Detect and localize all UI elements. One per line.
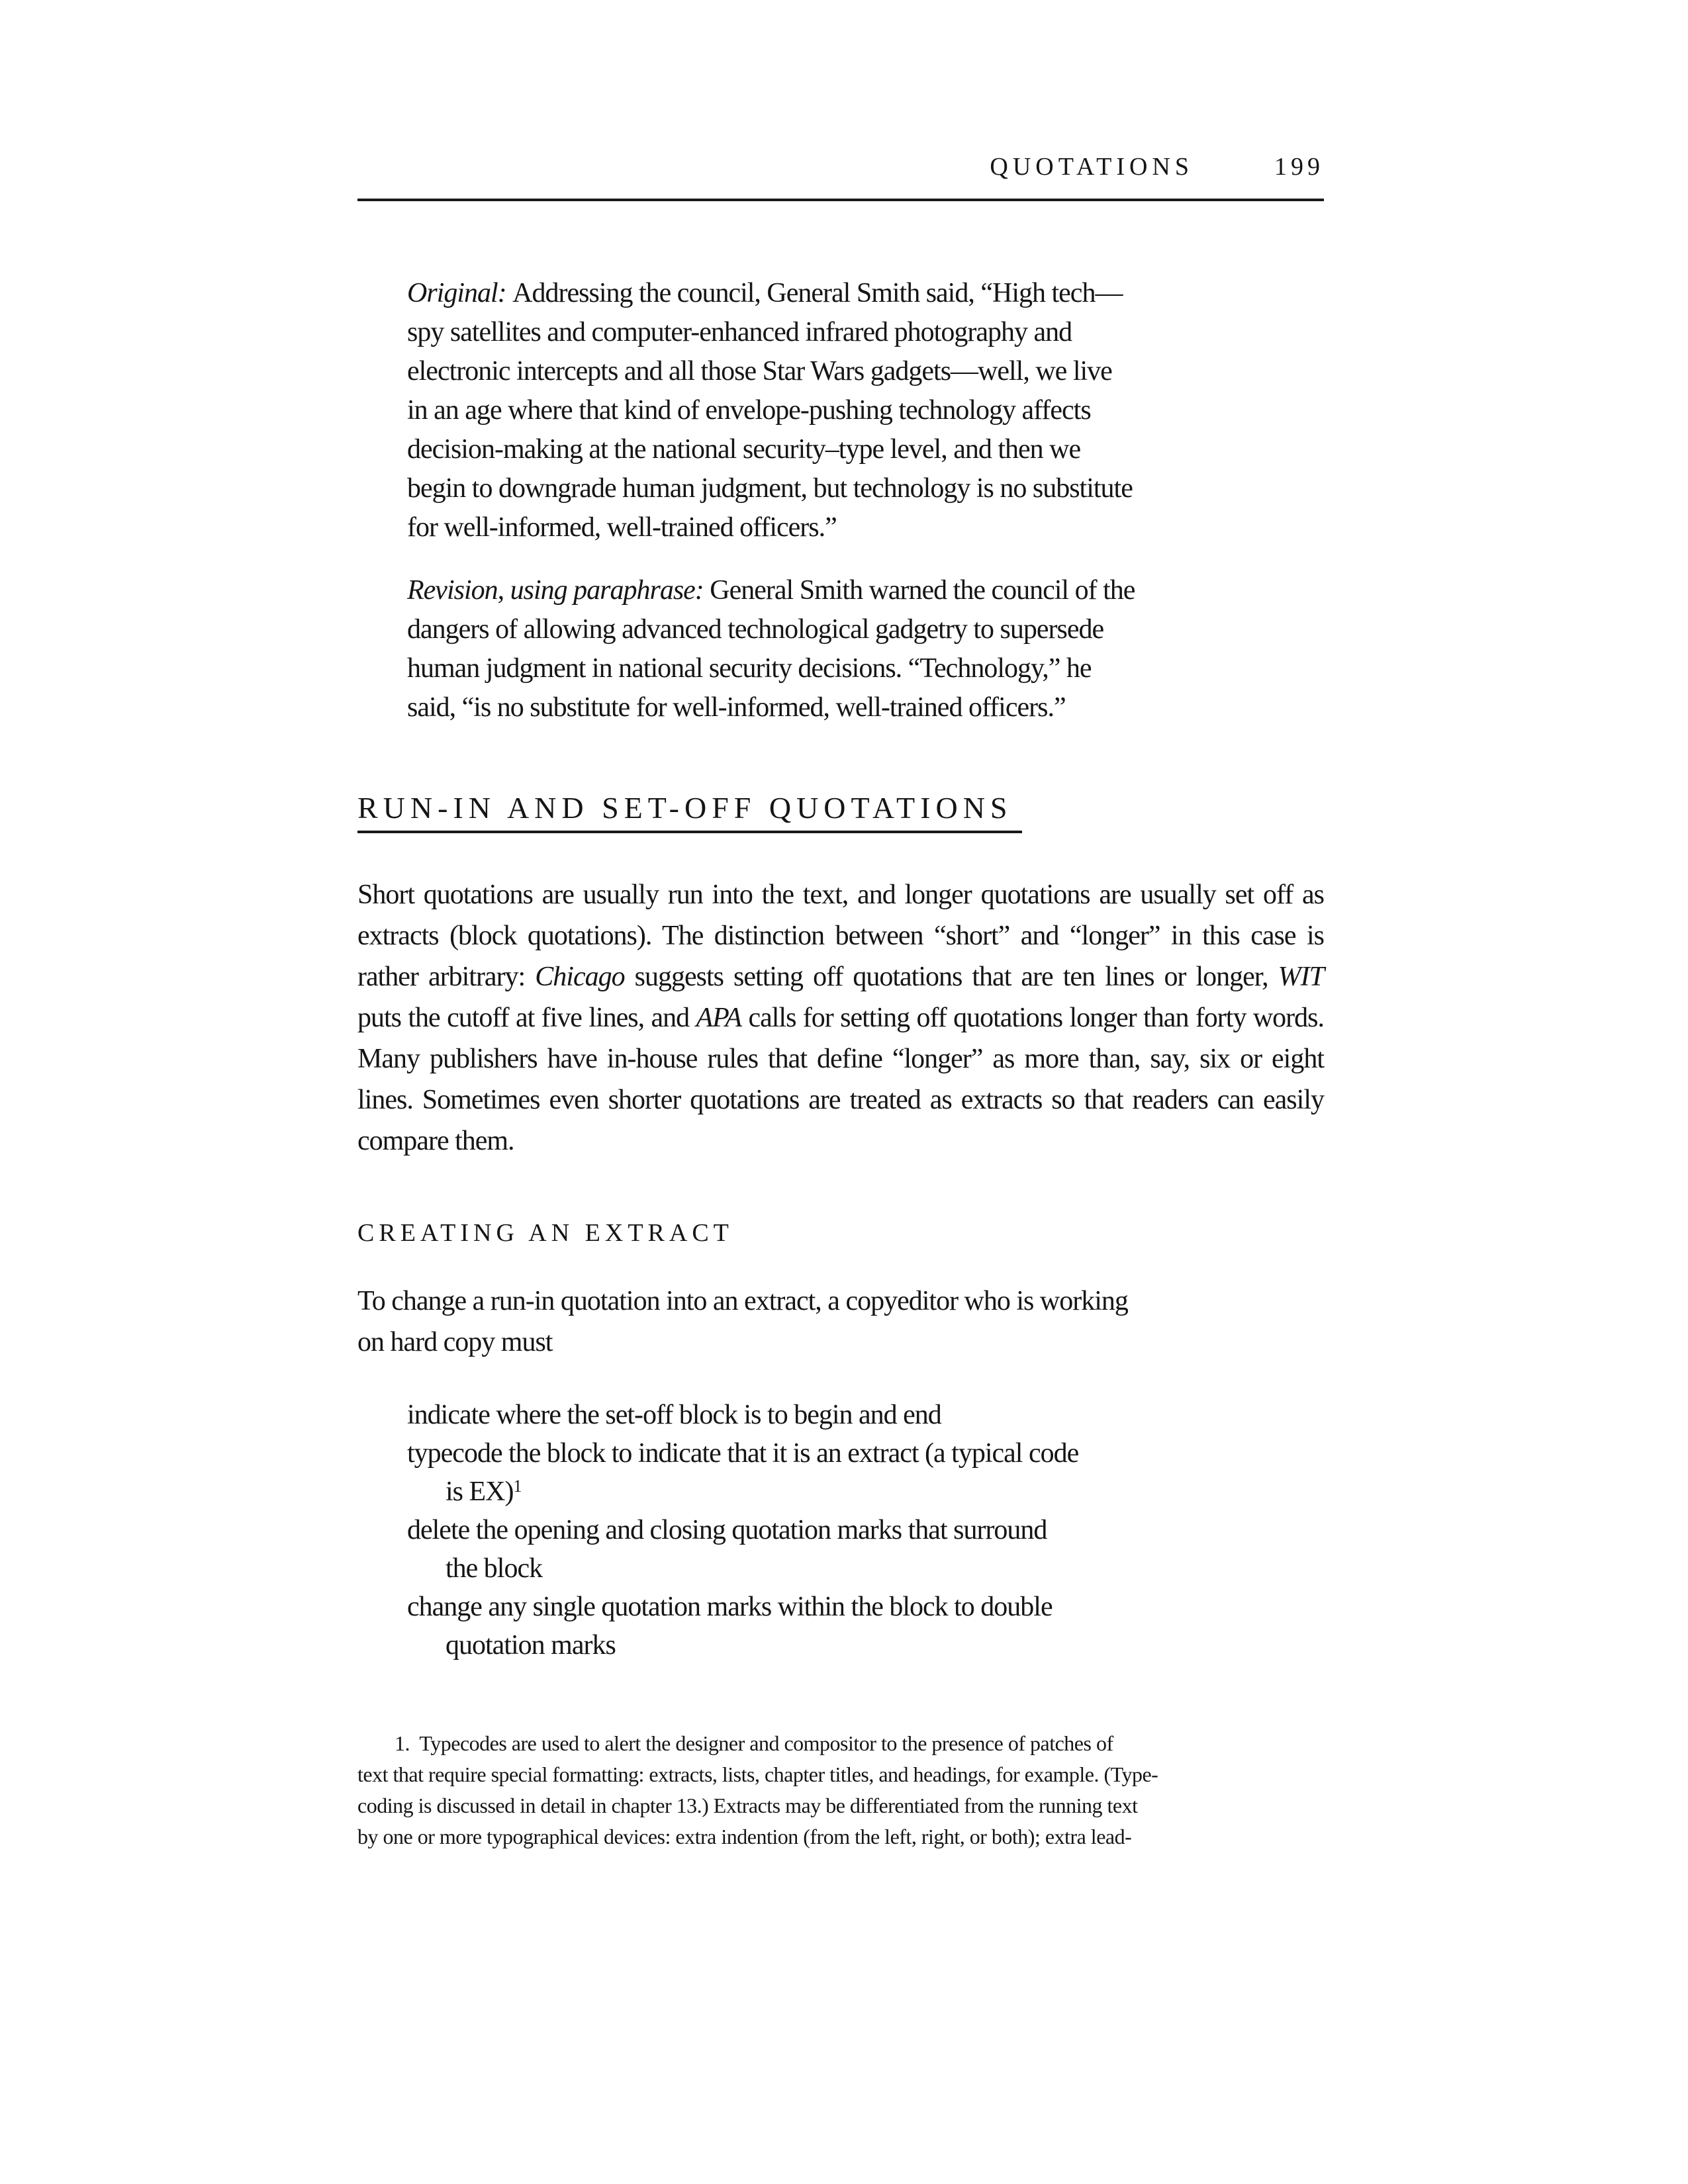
list-item: delete the opening and closing quotation marks that surround the block xyxy=(407,1515,1047,1584)
extract-revision: Revision, using paraphrase: General Smith warned the council of the dangers of allowing advanced technological gadgetry to supersede human judgment in national security decisions. “Technology,” he said, “is no substitute for well-informed, well-trained officers.” xyxy=(407,575,1135,723)
intro-paragraph: To change a run-in quotation into an extract, a copyeditor who is working on hard copy must xyxy=(357,1286,1128,1357)
task-list xyxy=(357,1396,1324,1664)
list-item: change any single quotation marks within the block to double quotation marks xyxy=(407,1592,1053,1661)
list-item: indicate where the set-off block is to begin and end xyxy=(407,1400,941,1430)
subsection-heading: CREATING AN EXTRACT xyxy=(357,1219,733,1247)
list-item: typecode the block to indicate that it is an extract (a typical code is EX)$^1$ xyxy=(407,1438,1079,1507)
body-paragraph: Short quotations are usually run into the text, and longer quotations are usually set off as extracts (block quotations). The distinction between “short” and “longer” in this case is rather arbitrary: Chicago suggests setting off quotations that are ten lines or longer, WIT puts the cutoff at five lines, and APA calls for setting off quotations longer than forty words. Many publishers have in-house rules that define “longer” as more than, say, six or eight lines. Sometimes even shorter quotations are treated as extracts so that readers can easily compare them. xyxy=(357,880,1324,1156)
section-heading: RUN-IN AND SET-OFF QUOTATIONS xyxy=(357,791,1022,833)
footnote: 1. Typecodes are used to alert the designer and compositor to the presence of patches of text that require special formatting: extracts, lists, chapter titles, and headings, for example. (Type- coding is discussed in detail in chapter 13.) Extracts may be differentiated from the running text by one or more typographical devices: extra indention (from the left, right, or both); extra lead- xyxy=(357,1731,1158,1848)
running-head xyxy=(357,152,1324,201)
running-head-title: QUOTATIONS xyxy=(990,153,1194,181)
text-block xyxy=(357,152,1324,1852)
page-number: 199 xyxy=(1274,153,1324,181)
extract-original: Original: Addressing the council, General Smith said, “High tech— spy satellites and computer-enhanced infrared photography and electronic intercepts and all those Star Wars gadgets—well, we live in an age where that kind of envelope-pushing technology affects decision-making at the national security–type level, and then we begin to downgrade human judgment, but technology is no substitute for well-informed, well-trained officers.” xyxy=(407,278,1133,543)
